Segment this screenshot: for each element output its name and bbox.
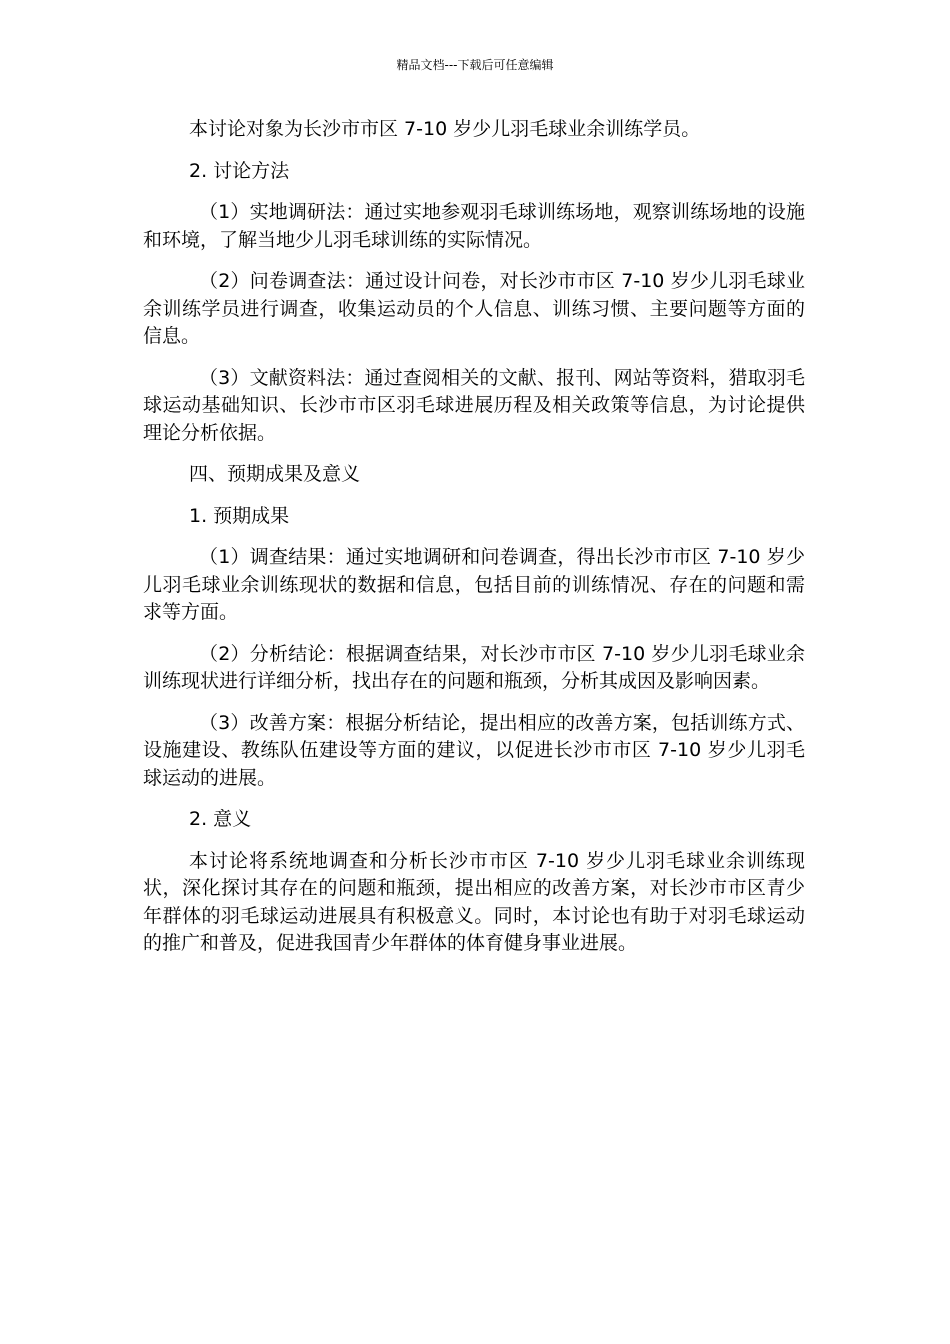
paragraph-questionnaire-method: （2）问卷调查法：通过设计问卷，对长沙市市区 7-10 岁少儿羽毛球业余训练学员进行调查，收集运动员的个人信息、训练习惯、主要问题等方面的信息。 <box>143 270 805 347</box>
paragraph-survey-results: （1）调查结果：通过实地调研和问卷调查，得出长沙市市区 7-10 岁少儿羽毛球业余训练现状的数据和信息，包括目前的训练情况、存在的问题和需求等方面。 <box>143 546 805 623</box>
heading-expected-results: 1. 预期成果 <box>189 504 290 527</box>
paragraph-field-research-method: （1）实地调研法：通过实地参观羽毛球训练场地，观察训练场地的设施和环境，了解当地少儿羽毛球训练的实际情况。 <box>143 201 805 251</box>
paragraph-research-subject: 本讨论对象为长沙市市区 7-10 岁少儿羽毛球业余训练学员。 <box>189 118 701 140</box>
page-header: 精品文档---下载后可任意编辑 <box>396 58 554 72</box>
heading-expected-results-section: 四、预期成果及意义 <box>189 463 361 485</box>
paragraph-literature-method: （3）文献资料法：通过查阅相关的文献、报刊、网站等资料，猎取羽毛球运动基础知识、长沙市市区羽毛球进展历程及相关政策等信息，为讨论提供理论分析依据。 <box>143 366 805 444</box>
paragraph-analysis-conclusion: （2）分析结论：根据调查结果，对长沙市市区 7-10 岁少儿羽毛球业余训练现状进行详细分析，找出存在的问题和瓶颈，分析其成因及影响因素。 <box>143 642 805 692</box>
paragraph-significance: 本讨论将系统地调查和分析长沙市市区 7-10 岁少儿羽毛球业余训练现状，深化探讨其存在的问题和瓶颈，提出相应的改善方案，对长沙市市区青少年群体的羽毛球运动进展具有积极意义。同时，本讨论也有助于对羽毛球运动的推广和普及，促进我国青少年群体的体育健身事业进展。 <box>143 849 805 954</box>
paragraph-improvement-plan: （3）改善方案：根据分析结论，提出相应的改善方案，包括训练方式、设施建设、教练队伍建设等方面的建议，以促进长沙市市区 7-10 岁少儿羽毛球运动的进展。 <box>143 711 805 789</box>
heading-research-methods: 2. 讨论方法 <box>189 159 290 182</box>
heading-significance: 2. 意义 <box>189 808 252 830</box>
document-body <box>143 116 805 972</box>
